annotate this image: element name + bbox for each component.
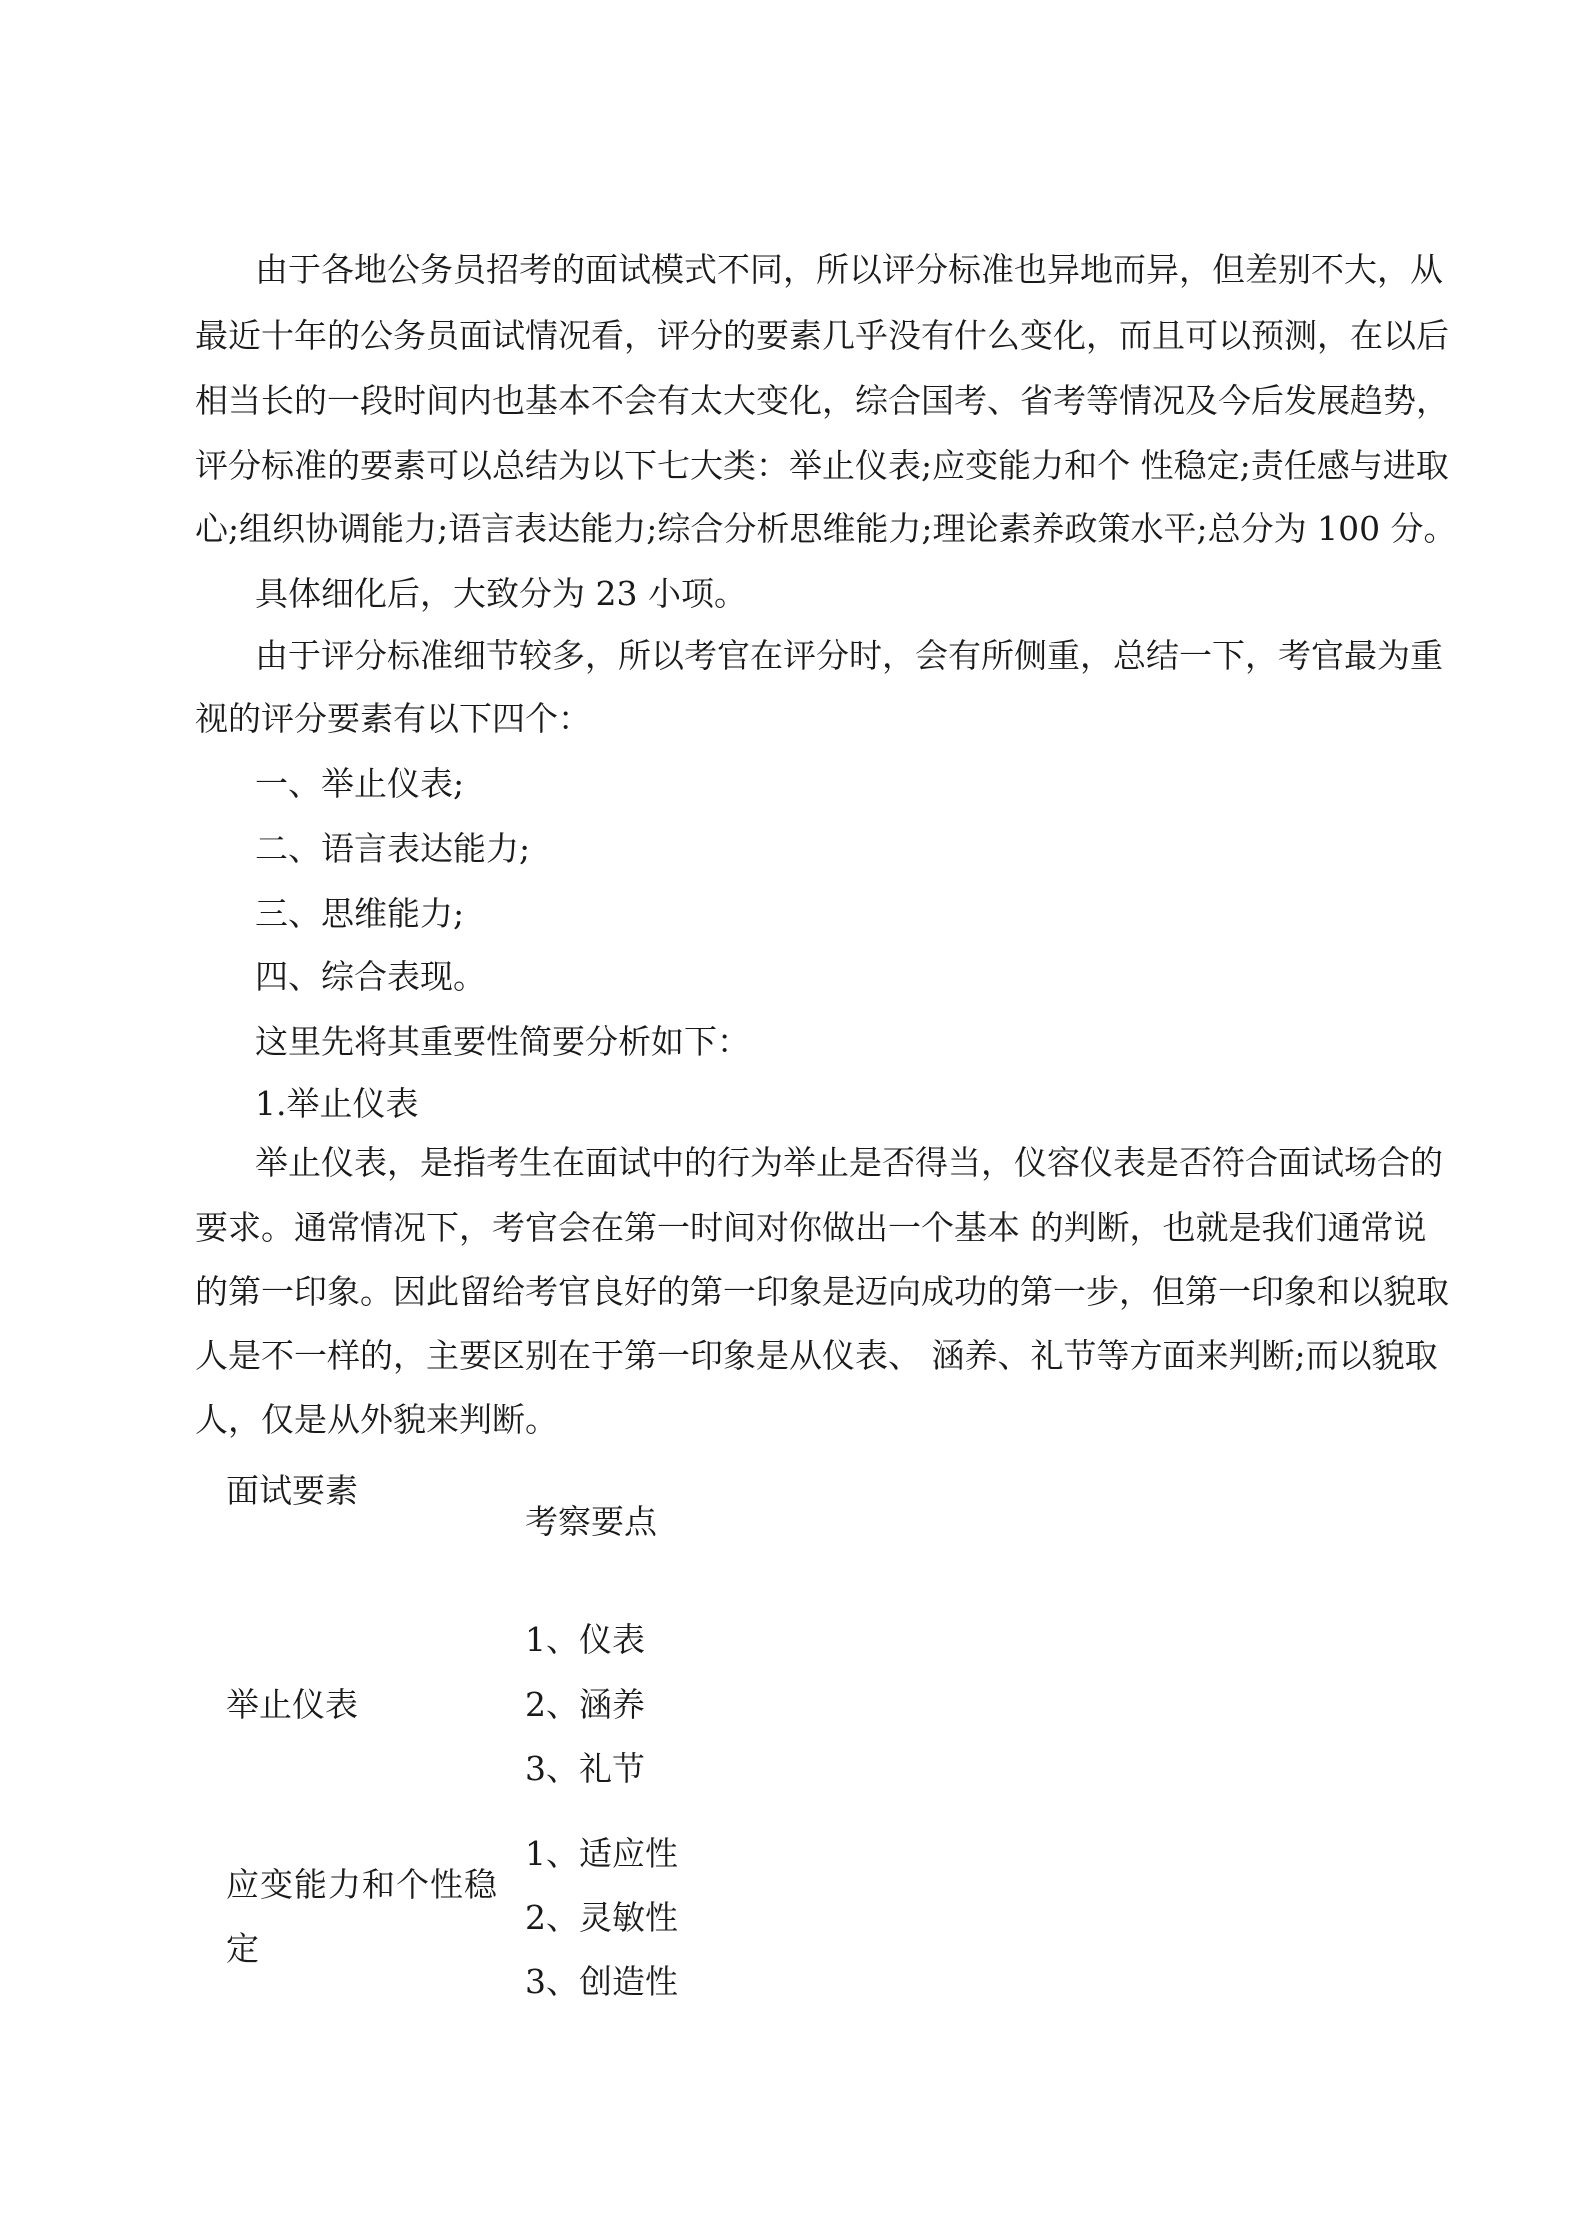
table-cell-point: 3、礼节 bbox=[525, 1749, 645, 1788]
table-cell-element: 应变能力和个性稳 bbox=[226, 1865, 498, 1904]
text-line: 要求。通常情况下，考官会在第一时间对你做出一个基本 的判断，也就是我们通常说 bbox=[195, 1208, 1427, 1247]
text-line: 最近十年的公务员面试情况看，评分的要素几乎没有什么变化，而且可以预测，在以后 bbox=[195, 316, 1449, 355]
text-line: 心;组织协调能力;语言表达能力;综合分析思维能力;理论素养政策水平;总分为 100 分。 bbox=[195, 509, 1457, 548]
table-cell-point: 2、灵敏性 bbox=[525, 1898, 678, 1937]
text-line: 人是不一样的，主要区别在于第一印象是从仪表、 涵养、礼节等方面来判断;而以貌取 bbox=[195, 1336, 1438, 1375]
table-header-element: 面试要素 bbox=[226, 1471, 358, 1510]
text-line: 相当长的一段时间内也基本不会有太大变化，综合国考、省考等情况及今后发展趋势， bbox=[195, 381, 1449, 420]
table-cell-point: 2、涵养 bbox=[525, 1685, 645, 1724]
table-cell-element: 举止仪表 bbox=[226, 1685, 358, 1724]
section-heading: 1.举止仪表 bbox=[255, 1084, 419, 1123]
table-cell-point: 1、适应性 bbox=[525, 1834, 678, 1873]
text-line: 举止仪表，是指考生在面试中的行为举止是否得当，仪容仪表是否符合面试场合的 bbox=[255, 1143, 1443, 1182]
table-header-points: 考察要点 bbox=[525, 1502, 657, 1541]
text-line: 视的评分要素有以下四个： bbox=[195, 699, 591, 738]
intro-line: 这里先将其重要性简要分析如下： bbox=[255, 1022, 750, 1061]
table-cell-element: 定 bbox=[226, 1929, 259, 1968]
paragraph-subitems: 具体细化后，大致分为 23 小项。 bbox=[255, 574, 747, 613]
table-cell-point: 1、仪表 bbox=[525, 1620, 645, 1659]
table-cell-point: 3、创造性 bbox=[525, 1962, 678, 2001]
text-line: 评分标准的要素可以总结为以下七大类：举止仪表;应变能力和个 性稳定;责任感与进取 bbox=[195, 446, 1449, 485]
list-item: 三、思维能力; bbox=[255, 894, 465, 933]
text-line: 由于各地公务员招考的面试模式不同，所以评分标准也异地而异，但差别不大，从 bbox=[255, 250, 1443, 289]
list-item: 四、综合表现。 bbox=[255, 957, 486, 996]
list-item: 一、举止仪表; bbox=[255, 764, 465, 803]
text-line: 由于评分标准细节较多，所以考官在评分时，会有所侧重，总结一下，考官最为重 bbox=[255, 636, 1443, 675]
text-line: 的第一印象。因此留给考官良好的第一印象是迈向成功的第一步，但第一印象和以貌取 bbox=[195, 1272, 1449, 1311]
list-item: 二、语言表达能力; bbox=[255, 829, 531, 868]
text-line: 人，仅是从外貌来判断。 bbox=[195, 1400, 558, 1439]
